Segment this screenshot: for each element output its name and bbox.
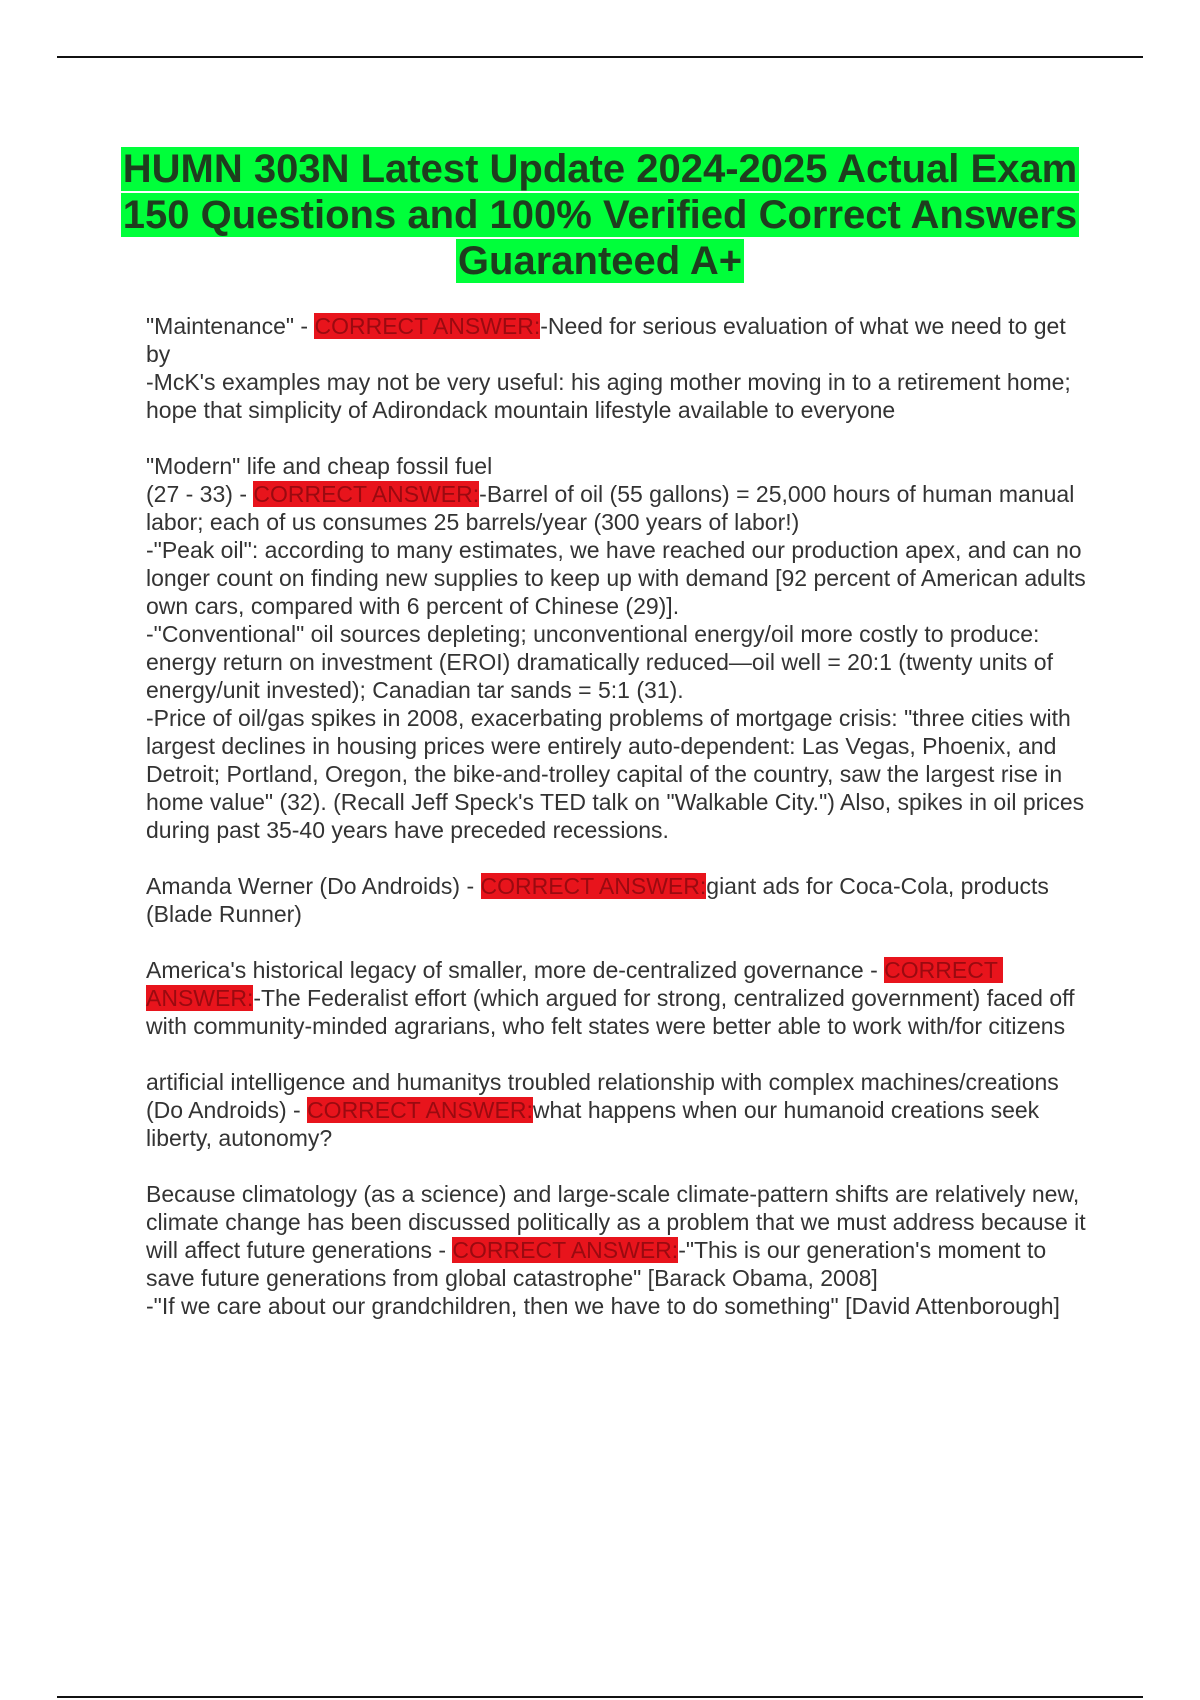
correct-answer-label: CORRECT ANSWER: xyxy=(480,873,707,899)
top-rule xyxy=(57,56,1143,58)
answer-text: -The Federalist effort (which argued for strong, centralized government) faced off with community-minded agrarians, who felt states were better able to work with/for citizens xyxy=(146,985,1081,1039)
qa-list xyxy=(146,312,1093,1348)
answer-text: -Need for serious evaluation of what we need to get by -McK's examples may not be very useful: his aging mother moving in to a retirement home; hope that simplicity of Adirondack mountain lifestyle available to everyone xyxy=(146,313,1071,423)
question-text: artificial intelligence and humanitys troubled relationship with complex machines/creations (Do Androids) - xyxy=(146,1069,1066,1123)
question-text: "Maintenance" - xyxy=(146,313,315,339)
question-text: Because climatology (as a science) and large-scale climate-pattern shifts are relatively new, climate change has been discussed politically as a problem that we must address because it will affect future generations - xyxy=(146,1181,1093,1263)
qa-entry xyxy=(146,1180,1093,1320)
correct-answer-label: CORRECT ANSWER: xyxy=(452,1237,679,1263)
correct-answer-label: CORRECT ANSWER: xyxy=(314,313,541,339)
answer-text: -"This is our generation's moment to save future generations from global catastrophe" [Barack Obama, 2008] -"If we care about our grandchildren, then we have to do something" [David Attenborough] xyxy=(146,1237,1060,1319)
document-title xyxy=(120,146,1080,284)
correct-answer-label: CORRECT ANSWER: xyxy=(146,957,1004,1011)
question-text: America's historical legacy of smaller, more de-centralized governance - xyxy=(146,957,885,983)
answer-text: -Barrel of oil (55 gallons) = 25,000 hours of human manual labor; each of us consumes 25 barrels/year (300 years of labor!) -"Peak oil": according to many estimates, we have reached our production apex, and can no longer count on finding new supplies to keep up with demand [92 percent of American adults own cars, compared with 6 percent of Chinese (29)]. -"Conventional" oil sources depleting; unconventional energy/oil more costly to produce: energy return on investment (EROI) dramatically reduced—oil well = 20:1 (twenty units of energy/unit invested); Canadian tar sands = 5:1 (31). -Price of oil/gas spikes in 2008, exacerbating problems of mortgage crisis: "three cities with largest declines in housing prices were entirely auto-dependent: Las Vegas, Phoenix, and Detroit; Portland, Oregon, the bike-and-trolley capital of the country, saw the largest rise in home value" (32). (Recall Jeff Speck's TED talk on "Walkable City.") Also, spikes in oil prices during past 35-40 years have preceded recessions. xyxy=(146,481,1086,843)
qa-entry xyxy=(146,1068,1090,1152)
qa-entry xyxy=(146,872,1090,928)
correct-answer-label: CORRECT ANSWER: xyxy=(307,1097,533,1123)
title-highlight: HUMN 303N Latest Update 2024-2025 Actual Exam 150 Questions and 100% Verified Correct Answers Guaranteed A+ xyxy=(122,147,1078,283)
answer-text: giant ads for Coca-Cola, products (Blade Runner) xyxy=(146,873,1056,927)
question-text: Amanda Werner (Do Androids) - xyxy=(146,873,481,899)
question-text: "Modern" life and cheap fossil fuel (27 - 33) - xyxy=(146,453,493,507)
qa-entry xyxy=(146,312,1090,424)
answer-text: what happens when our humanoid creations seek liberty, autonomy? xyxy=(146,1097,1046,1151)
correct-answer-label: CORRECT ANSWER: xyxy=(253,481,480,507)
qa-entry xyxy=(146,452,1090,844)
bottom-rule xyxy=(57,1696,1143,1698)
qa-entry xyxy=(146,956,1090,1040)
